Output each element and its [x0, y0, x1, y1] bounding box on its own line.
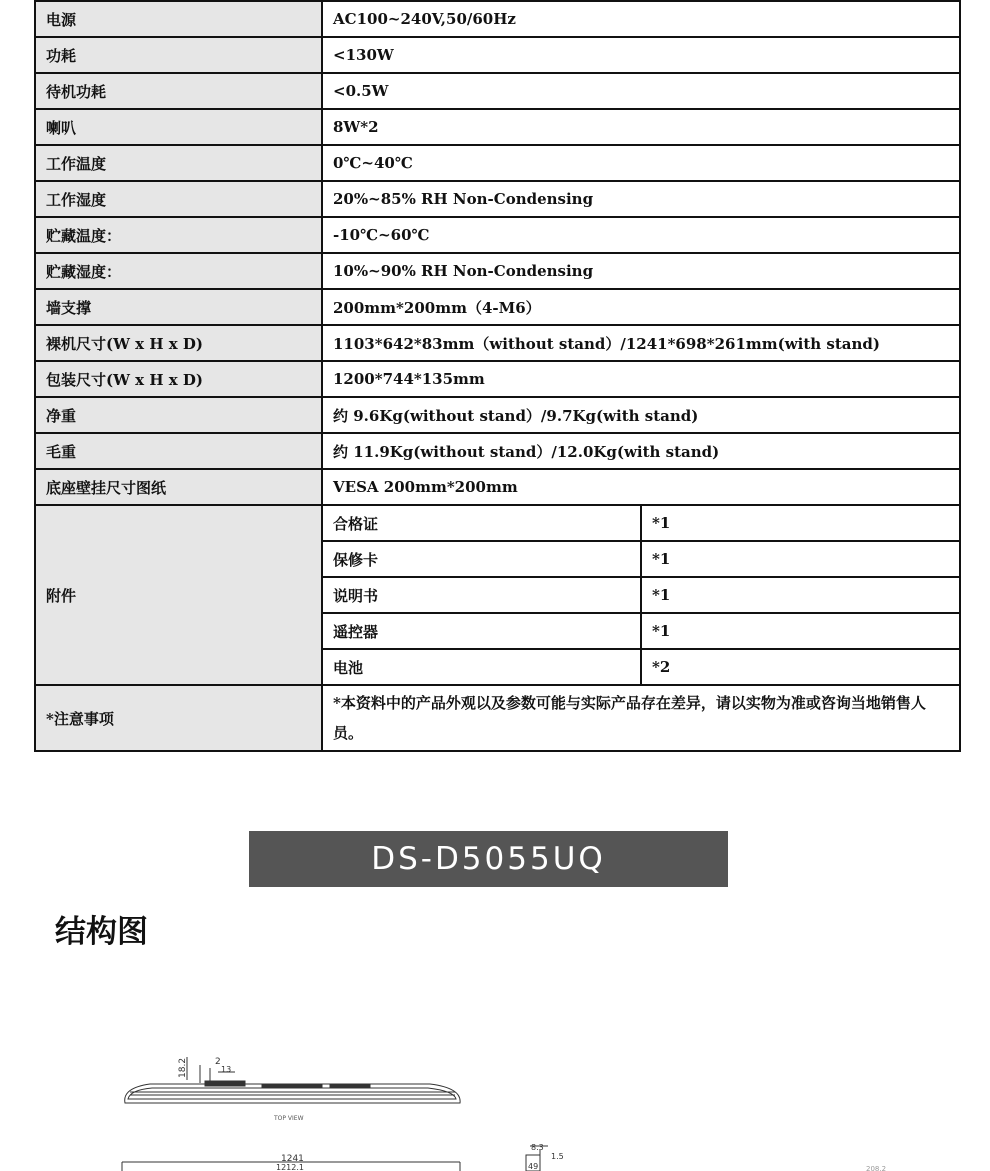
section-title: 结构图 [55, 914, 148, 950]
spec-value: 20%~85% RH Non-Condensing [322, 181, 960, 217]
spec-table [34, 0, 961, 752]
spec-label: 包装尺寸(W x H x D) [35, 361, 322, 397]
dim-label: 1.5 [551, 1152, 564, 1161]
accessory-qty: *1 [641, 577, 960, 613]
table-row [35, 145, 960, 181]
spec-value: 200mm*200mm（4-M6） [322, 289, 960, 325]
dim-label: 2 [215, 1057, 221, 1067]
note-row [35, 685, 960, 751]
note-label: *注意事项 [35, 685, 322, 751]
dim-label: 1212.1 [276, 1163, 304, 1171]
table-row [35, 73, 960, 109]
table-row [35, 397, 960, 433]
table-row [35, 469, 960, 505]
spec-value: AC100~240V,50/60Hz [322, 1, 960, 37]
spec-value: <0.5W [322, 73, 960, 109]
dim-label: 208.2 [866, 1165, 887, 1171]
spec-value: -10℃~60℃ [322, 217, 960, 253]
spec-label: 墙支撑 [35, 289, 322, 325]
accessory-name: 说明书 [322, 577, 641, 613]
spec-value: 0℃~40℃ [322, 145, 960, 181]
accessory-row [35, 505, 960, 541]
spec-label: 净重 [35, 397, 322, 433]
spec-label: 电源 [35, 1, 322, 37]
structure-drawing [0, 960, 990, 1171]
dim-label: 1241 [281, 1154, 304, 1164]
spec-value: VESA 200mm*200mm [322, 469, 960, 505]
spec-value: 10%~90% RH Non-Condensing [322, 253, 960, 289]
dim-label: 13 [221, 1065, 232, 1074]
top-view-outline [125, 1057, 460, 1103]
spec-label: 待机功耗 [35, 73, 322, 109]
spec-label: 裸机尺寸(W x H x D) [35, 325, 322, 361]
table-row [35, 433, 960, 469]
table-row [35, 361, 960, 397]
spec-label: 贮藏湿度： [35, 253, 322, 289]
spec-label: 毛重 [35, 433, 322, 469]
spec-label: 底座壁挂尺寸图纸 [35, 469, 322, 505]
accessories-label: 附件 [35, 505, 322, 685]
note-text: *本资料中的产品外观以及参数可能与实际产品存在差异，请以实物为准或咨询当地销售人员。 [322, 685, 960, 751]
accessory-name: 保修卡 [322, 541, 641, 577]
table-row [35, 217, 960, 253]
dim-label: 8.3 [531, 1143, 544, 1152]
spec-value: 1103*642*83mm（without stand）/1241*698*261mm(with stand) [322, 325, 960, 361]
table-row [35, 253, 960, 289]
spec-label: 功耗 [35, 37, 322, 73]
view-label: TOP VIEW [274, 1115, 304, 1122]
spec-value: 1200*744*135mm [322, 361, 960, 397]
accessory-name: 合格证 [322, 505, 641, 541]
front-view-outline [122, 1146, 548, 1171]
spec-label: 工作湿度 [35, 181, 322, 217]
spec-value: 约 11.9Kg(without stand）/12.0Kg(with stand) [322, 433, 960, 469]
spec-label: 贮藏温度： [35, 217, 322, 253]
spec-value: 约 9.6Kg(without stand）/9.7Kg(with stand) [322, 397, 960, 433]
table-row [35, 181, 960, 217]
table-row [35, 1, 960, 37]
accessory-name: 电池 [322, 649, 641, 685]
table-row [35, 289, 960, 325]
table-row [35, 325, 960, 361]
spec-value: 8W*2 [322, 109, 960, 145]
table-row [35, 37, 960, 73]
spec-label: 工作温度 [35, 145, 322, 181]
table-row [35, 109, 960, 145]
accessory-qty: *1 [641, 505, 960, 541]
accessory-qty: *2 [641, 649, 960, 685]
spec-label: 喇叭 [35, 109, 322, 145]
accessory-name: 遥控器 [322, 613, 641, 649]
accessory-qty: *1 [641, 541, 960, 577]
accessory-qty: *1 [641, 613, 960, 649]
dim-label: 49 [528, 1162, 539, 1171]
model-banner: DS-D5055UQ [249, 831, 728, 887]
dim-label: 18.2 [178, 1057, 188, 1078]
spec-value: <130W [322, 37, 960, 73]
